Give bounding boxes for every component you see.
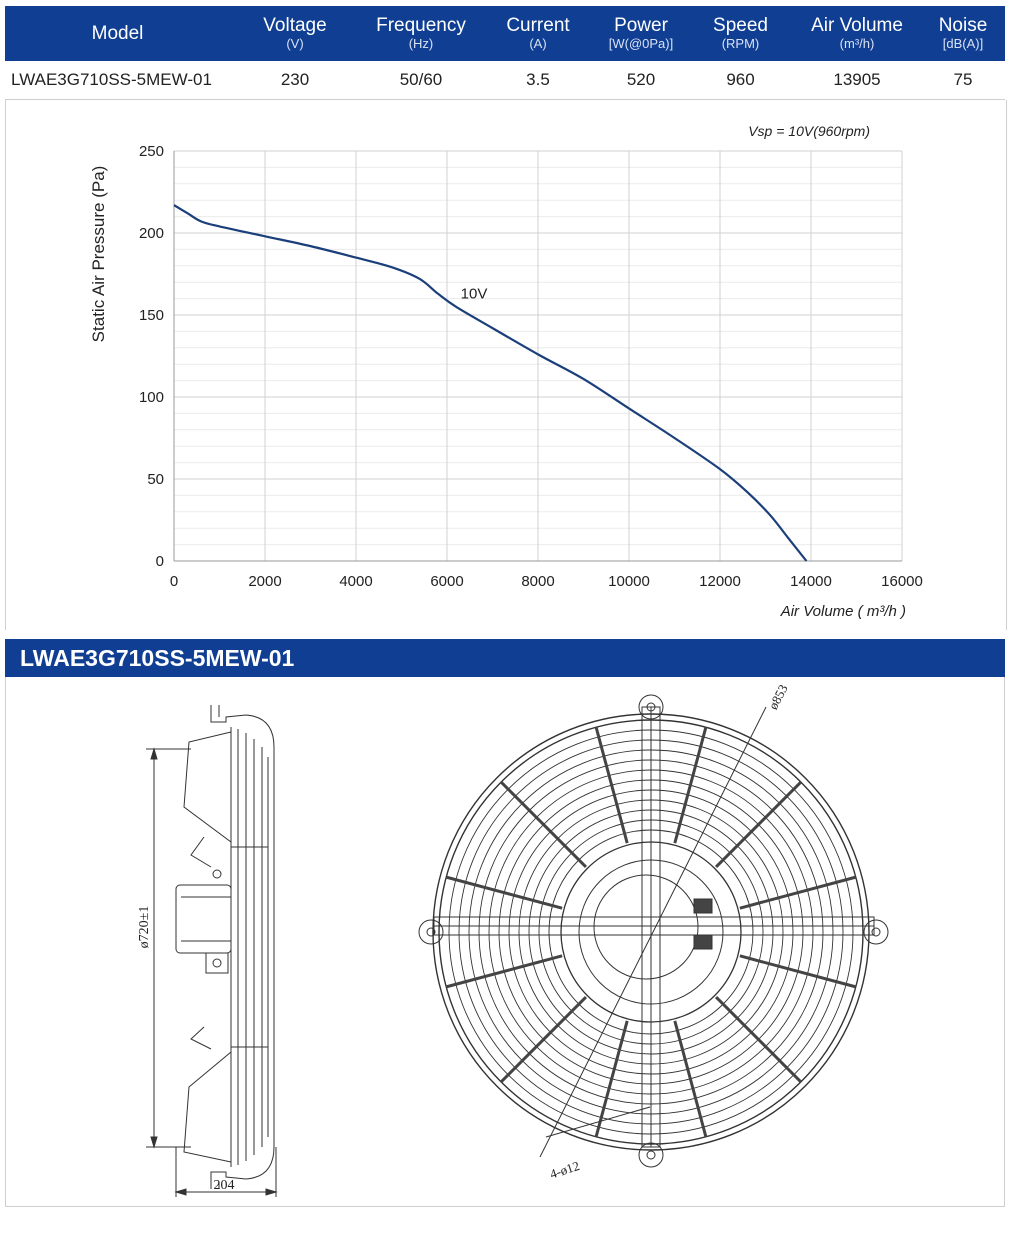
x-tick-label: 14000 <box>790 573 832 590</box>
header-power-unit: [W(@0Pa)] <box>608 35 674 51</box>
cell-current: 3.5 <box>526 70 550 89</box>
spec-table-header <box>5 6 1005 61</box>
guard-spoke <box>716 997 801 1082</box>
cell-model: LWAE3G710SS-5MEW-01 <box>11 70 212 89</box>
header-frequency <box>360 6 482 61</box>
cell-voltage: 230 <box>280 70 310 89</box>
x-axis-label: Air Volume ( m³/h ) <box>780 603 906 620</box>
series-line-10v <box>174 205 806 561</box>
y-tick-label: 200 <box>138 225 164 242</box>
spec-table-row <box>5 61 1005 100</box>
header-voltage-unit: (V) <box>286 35 304 51</box>
cell-air-volume: 13905 <box>833 70 881 89</box>
x-tick-label: 12000 <box>699 573 741 590</box>
x-tick-label: 8000 <box>521 573 555 590</box>
chart-annotation: Vsp = 10V(960rpm) <box>748 123 870 139</box>
header-noise <box>921 6 1005 61</box>
header-speed-unit: (RPM) <box>721 35 760 51</box>
x-tick-label: 0 <box>169 573 179 590</box>
header-model-label: Model <box>91 22 144 44</box>
cell-noise: 75 <box>953 70 973 89</box>
fan-technical-drawing <box>6 677 1004 1206</box>
y-tick-label: 0 <box>155 553 164 570</box>
x-tick-label: 10000 <box>608 573 650 590</box>
dimension-mounting-holes: 4-ø12 <box>547 1157 582 1182</box>
y-tick-label: 50 <box>147 471 164 488</box>
header-voltage <box>230 6 360 61</box>
x-tick-label: 6000 <box>430 573 464 590</box>
performance-chart-panel <box>5 100 1007 630</box>
header-power <box>594 6 688 61</box>
header-noise-unit: [dB(A)] <box>942 35 984 51</box>
x-tick-label: 2000 <box>248 573 282 590</box>
fan-front-view <box>419 695 888 1167</box>
header-current-label: Current <box>506 14 570 36</box>
drawing-banner <box>5 639 1005 677</box>
drawing-title: LWAE3G710SS-5MEW-01 <box>20 645 295 671</box>
y-tick-label: 150 <box>138 307 164 324</box>
header-model <box>5 6 230 61</box>
cell-frequency: 50/60 <box>399 70 443 89</box>
dimension-204: 204 <box>213 1178 235 1193</box>
guard-spoke <box>596 727 627 843</box>
header-voltage-label: Voltage <box>263 14 327 36</box>
series-label-10v: 10V <box>460 285 488 303</box>
dimension-720: ø720±1 <box>137 905 152 949</box>
guard-spoke <box>596 1021 627 1137</box>
guard-spoke <box>675 727 706 843</box>
y-axis-label: Static Air Pressure (Pa) <box>89 165 108 343</box>
header-speed <box>688 6 793 61</box>
guard-spoke <box>446 956 562 987</box>
header-speed-label: Speed <box>713 14 768 36</box>
y-tick-label: 100 <box>138 389 164 406</box>
guard-spoke <box>446 877 562 908</box>
header-power-label: Power <box>614 14 668 36</box>
header-current-unit: (A) <box>529 35 547 51</box>
guard-spoke <box>716 782 801 867</box>
header-frequency-label: Frequency <box>376 14 466 36</box>
performance-chart <box>6 100 1006 630</box>
cell-power: 520 <box>626 70 656 89</box>
dimension-853: ø853 <box>765 681 791 712</box>
spec-table <box>5 6 1005 99</box>
x-tick-label: 16000 <box>881 573 923 590</box>
guard-spoke <box>740 877 856 908</box>
guard-spoke <box>675 1021 706 1137</box>
header-current <box>482 6 594 61</box>
header-air-volume <box>793 6 921 61</box>
y-tick-label: 250 <box>138 143 164 160</box>
header-air-volume-label: Air Volume <box>811 14 903 36</box>
x-tick-label: 4000 <box>339 573 373 590</box>
header-air-volume-unit: (m³/h) <box>839 35 875 51</box>
guard-spoke <box>740 956 856 987</box>
drawing-panel <box>5 677 1005 1207</box>
header-frequency-unit: (Hz) <box>408 35 434 51</box>
cell-speed: 960 <box>726 70 755 89</box>
guard-spoke <box>501 782 586 867</box>
header-noise-label: Noise <box>938 14 988 36</box>
fan-side-view <box>176 705 274 1189</box>
guard-spoke <box>501 997 586 1082</box>
